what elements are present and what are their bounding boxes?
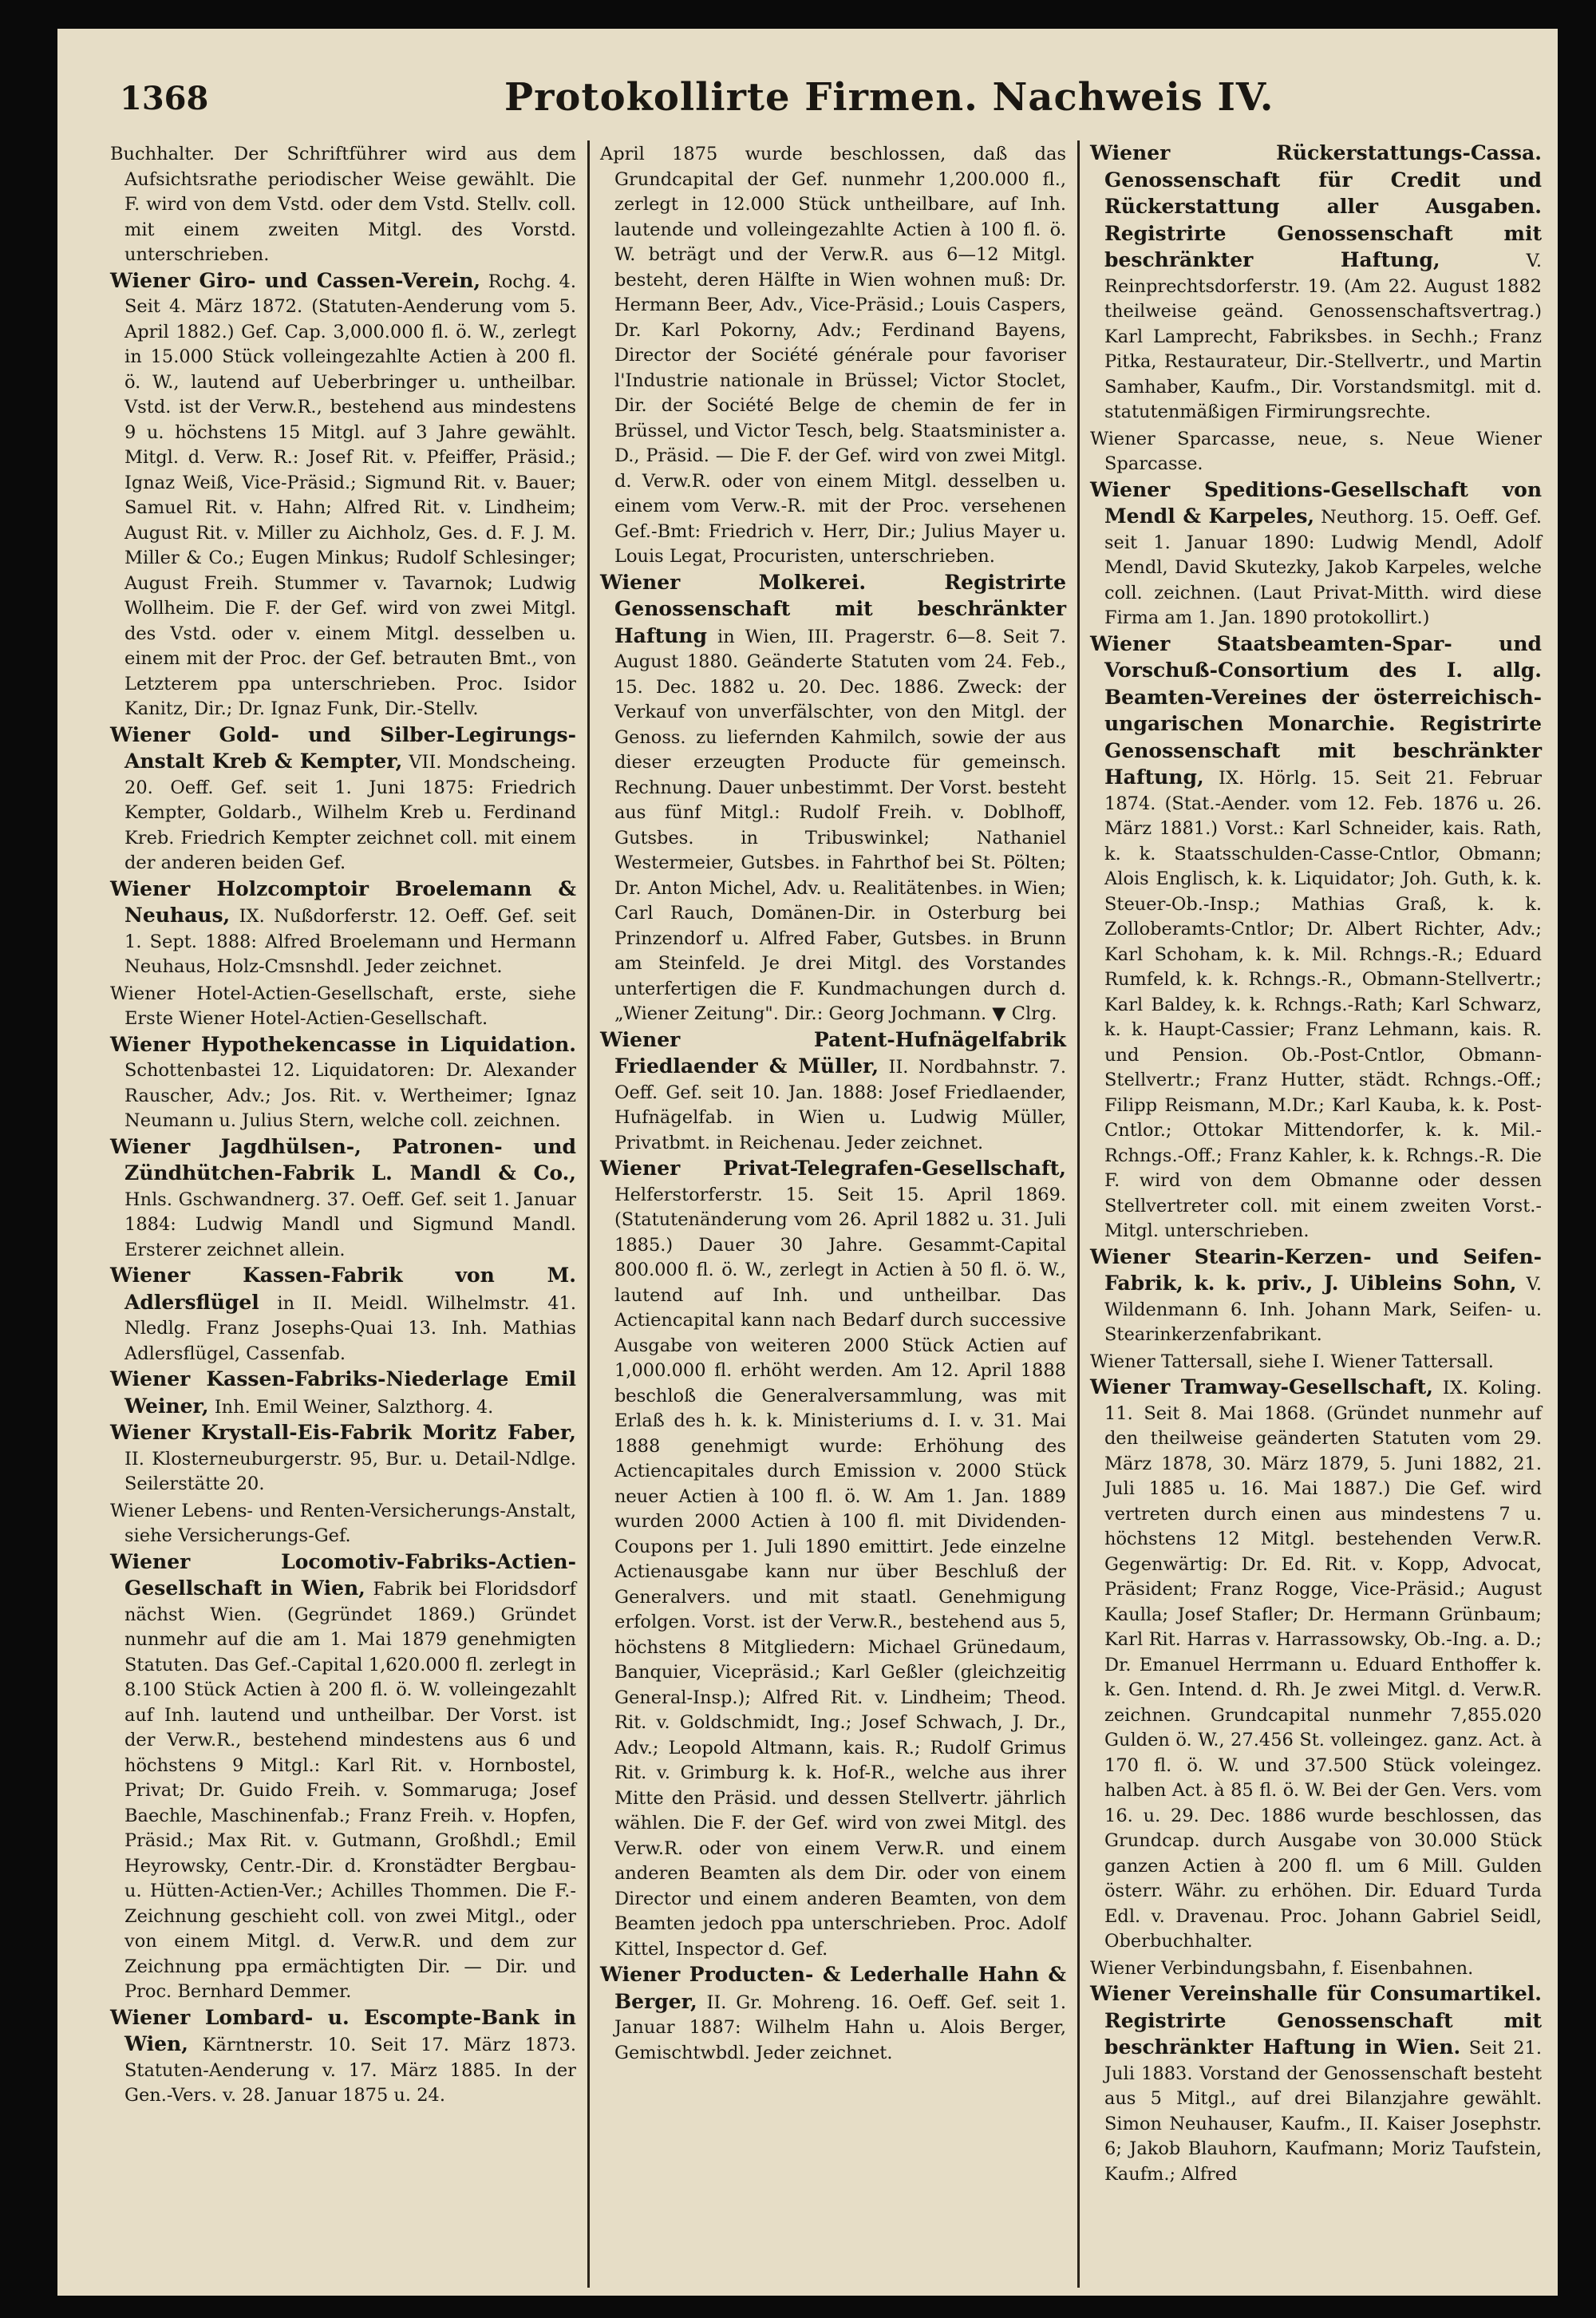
page-number: 1368 — [120, 80, 209, 117]
column-middle — [594, 140, 1073, 2288]
directory-entry: Wiener Staatsbeamten-Spar- und Vorschuß-Consortium des I. allg. Beamten-Vereines der österreichisch-ungarischen Monarchie. Registrirte Genossenschaft mit beschränkter Haftung, IX. Hörlg. 15. Seit 21. Februar 1874. (Stat.-Aender. vom 12. Feb. 1876 u. 26. März 1881.) Vorst.: Karl Schneider, kais. Rath, k. k. Staatsschulden-Casse-Cntlor, Obmann; Alois Englisch, k. k. Liquidator; Joh. Guth, k. k. Steuer-Ob.-Insp.; Mathias Graß, k. k. Zolloberamts-Cntlor; Dr. Albert Richter, Adv.; Karl Schoham, k. k. Mil. Rchngs.-R.; Eduard Rumfeld, k. k. Rchngs.-R., Obmann-Stellvertr.; Karl Baldey, k. k. Rchngs.-Rath; Karl Schwarz, k. k. Haupt-Cassier; Franz Lehmann, kais. R. und Pension. Ob.-Post-Cntlor, Obmann-Stellvertr.; Franz Hutter, städt. Rchngs.-Off.; Filipp Reismann, M.Dr.; Karl Kauba, k. k. Post-Cntlor.; Ottokar Mittendorfer, k. k. Mil.-Rchngs.-Off.; Franz Kahler, k. k. Rchngs.-R. Die F. wird von dem Obmanne oder dessen Stellvertreter coll. mit einem zweiten Vorst.-Mitgl. unterschrieben. — [1090, 631, 1543, 1241]
page-header: Protokollirte Firmen. Nachweis IV. — [504, 75, 1274, 120]
directory-entry: Wiener Hypothekencasse in Liquidation. Schottenbastei 12. Liquidatoren: Dr. Alexander Rauscher, Adv.; Jos. Rit. v. Wertheimer; Ignaz Neumann u. Julius Stern, welche coll. zeichnen. — [110, 1032, 576, 1131]
column-rule — [1077, 140, 1080, 2288]
directory-entry: Wiener Lombard- u. Escompte-Bank in Wien, Kärntnerstr. 10. Seit 17. März 1873. Statuten-Aenderung v. 17. März 1885. In der Gen.-Vers. v. 28. Januar 1875 u. 24. — [110, 2005, 576, 2106]
scan-edge — [1558, 0, 1596, 2318]
column-left — [104, 140, 583, 2288]
directory-entry: April 1875 wurde beschlossen, daß das Grundcapital der Gef. nunmehr 1,200.000 fl., zerlegt in 12.000 Stück untheilbare, auf Inh. lautende und volleingezahlte Actien à 100 fl. ö. W. beträgt und der Verw.R. aus 6—12 Mitgl. besteht, deren Hälfte in Wien wohnen muß: Dr. Hermann Beer, Adv., Vice-Präsid.; Louis Caspers, Dr. Karl Pokorny, Adv.; Ferdinand Bayens, Director der Société générale pour favoriser l'Industrie nationale in Brüssel; Victor Stoclet, Dir. der Société Belge de chemin de fer in Brüssel, und Victor Tesch, belg. Staatsminister a. D., Präsid. — Die F. der Gef. wird von zwei Mitgl. d. Verw.R. oder von einem Mitgl. desselben u. einem vom Verw.-R. mit der Proc. versehenen Gef.-Bmt: Friedrich v. Herr, Dir.; Julius Mayer u. Louis Legat, Procuristen, unterschrieben. — [600, 144, 1066, 567]
directory-entry: Wiener Krystall-Eis-Fabrik Moritz Faber, II. Klosterneuburgerstr. 95, Bur. u. Detail-Ndlge. Seilerstätte 20. — [110, 1421, 576, 1494]
directory-entry: Wiener Locomotiv-Fabriks-Actien-Gesellschaft in Wien, Fabrik bei Floridsdorf nächst Wien. (Gegründet 1869.) Gründet nunmehr auf die am 1. Mai 1879 genehmigten Statuten. Das Gef.-Capital 1,620.000 fl. zerlegt in 8.100 Stück Actien à 200 fl. ö. W. volleingezahlt auf Inh. lautend und untheilbar. Der Vorst. ist der Verw.R., bestehend mindestens aus 6 und höchstens 9 Mitgl.: Karl Rit. v. Hornbostel, Privat; Dr. Guido Freih. v. Sommaruga; Josef Baechle, Maschinenfab.; Franz Freih. v. Hopfen, Präsid.; Max Rit. v. Gutmann, Großhdl.; Emil Heyrowsky, Centr.-Dir. d. Kronstädter Bergbau- u. Hütten-Actien-Ver.; Achilles Thommen. Die F.-Zeichnung geschieht coll. von zwei Mitgl., oder von einem Mitgl. d. Verw.R. und dem zur Zeichnung ppa ermächtigten Dir. — Dir. und Proc. Bernhard Demmer. — [110, 1549, 576, 2002]
directory-entry: Wiener Tattersall, siehe I. Wiener Tattersall. — [1090, 1351, 1494, 1372]
directory-entry: Wiener Holzcomptoir Broelemann & Neuhaus, IX. Nußdorferstr. 12. Oeff. Gef. seit 1. Sept. 1888: Alfred Broelemann und Hermann Neuhaus, Holz-Cmsnshdl. Jeder zeichnet. — [110, 876, 576, 977]
directory-entry: Wiener Giro- und Cassen-Verein, Rochg. 4. Seit 4. März 1872. (Statuten-Aenderung vom 5. April 1882.) Gef. Cap. 3,000.000 fl. ö. W., zerlegt in 15.000 Stück volleingezahlte Actien à 200 fl. ö. W., lautend auf Ueberbringer u. untheilbar. Vstd. ist der Verw.R., bestehend aus mindestens 9 u. höchstens 15 Mitgl. auf 3 Jahre gewählt. Mitgl. d. Verw. R.: Josef Rit. v. Pfeiffer, Präsid.; Ignaz Weiß, Vice-Präsid.; Sigmund Rit. v. Bauer; Samuel Rit. v. Hahn; Alfred Rit. v. Lindheim; August Rit. v. Miller zu Aichholz, Ges. d. F. J. M. Miller & Co.; Eugen Minkus; Rudolf Schlesinger; August Freih. Stummer v. Tavarnok; Ludwig Wollheim. Die F. der Gef. wird von zwei Mitgl. des Vstd. oder v. einem Mitgl. desselben u. einem mit der Proc. der Gef. betrauten Bmt., von Letzterem ppa unterschrieben. Proc. Isidor Kanitz, Dir.; Dr. Ignaz Funk, Dir.-Stellv. — [110, 268, 576, 719]
column-rule — [587, 140, 590, 2288]
directory-entry: Wiener Rückerstattungs-Cassa. Genossenschaft für Credit und Rückerstattung aller Ausgaben. Registrirte Genossenschaft mit beschränkter Haftung, V. Reinprechtsdorferstr. 19. (Am 22. August 1882 theilweise geänd. Genossenschaftsvertrag.) Karl Lamprecht, Fabriksbes. in Sechh.; Franz Pitka, Restaurateur, Dir.-Stellvertr., und Martin Samhaber, Kaufm., Dir. Vorstandsmitgl. mit d. statutenmäßigen Firmirungsrechte. — [1090, 141, 1542, 422]
directory-entry: Wiener Stearin-Kerzen- und Seifen-Fabrik, k. k. priv., J. Uibleins Sohn, V. Wildenmann 6. Inh. Johann Mark, Seifen- u. Stearinkerzenfabrikant. — [1090, 1244, 1542, 1345]
directory-entry: Wiener Privat-Telegrafen-Gesellschaft, Helferstorferstr. 15. Seit 15. April 1869. (Statutenänderung vom 26. April 1882 u. 31. Juli 1885.) Dauer 30 Jahre. Gesammt-Capital 800.000 fl. ö. W., zerlegt in Actien à 50 fl. ö. W., lautend auf Inh. und untheilbar. Das Actiencapital kann nach Bedarf durch successive Ausgabe von weiteren 2000 Stück Actien auf 1,000.000 fl. erhöht werden. Am 12. April 1888 beschloß die Generalversammlung, was mit Erlaß des h. k. k. Ministeriums d. I. v. 31. Mai 1888 genehmigt wurde: Erhöhung des Actiencapitales durch Emission v. 2000 Stück neuer Actien à 100 fl. ö. W. Am 1. Jan. 1889 wurden 2000 Actien à 100 fl. mit Dividenden-Coupons per 1. Juli 1890 emittirt. Jede einzelne Actienausgabe kann nur über Beschluß der Generalvers. und mit staatl. Genehmigung erfolgen. Vorst. ist der Verw.R., bestehend aus 5, höchstens 8 Mitgliedern: Michael Grünedaum, Banquier, Vicepräsid.; Karl Geßler (gleichzeitig General-Insp.); Alfred Rit. v. Lindheim; Theod. Rit. v. Goldschmidt, Ing.; Josef Schwach, J. Dr., Adv.; Leopold Altmann, kais. R.; Rudolf Grimus Rit. v. Grimburg k. k. Hof-R., welche aus ihrer Mitte den Präsid. und dessen Stellvertr. jährlich wählen. Die F. der Gef. wird von zwei Mitgl. des Verw.R. oder von einem Verw.R. und einem anderen Beamten als dem Dir. oder von einem Director und einem anderen Beamten, von dem Beamten jedoch ppa unterschrieben. Proc. Adolf Kittel, Inspector d. Gef. — [600, 1157, 1066, 1960]
directory-entry: Wiener Gold- und Silber-Legirungs-Anstalt Kreb & Kempter, VII. Mondscheing. 20. Oeff. Gef. seit 1. Juni 1875: Friedrich Kempter, Goldarb., Wilhelm Kreb u. Ferdinand Kreb. Friedrich Kempter zeichnet coll. mit einem der anderen beiden Gef. — [110, 722, 577, 873]
directory-entry: Wiener Kassen-Fabriks-Niederlage Emil Weiner, Inh. Emil Weiner, Salzthorg. 4. — [110, 1367, 576, 1418]
directory-entry: Wiener Tramway-Gesellschaft, IX. Koling. 11. Seit 8. Mai 1868. (Gründet nunmehr auf den theilweise geänderten Statuten vom 29. März 1878, 30. März 1879, 5. Juni 1882, 21. Juli 1885 u. 16. Mai 1887.) Die Gef. wird vertreten durch einen aus mindestens 7 u. höchstens 12 Mitgl. bestehenden Verw.R. Gegenwärtig: Dr. Ed. Rit. v. Kopp, Advocat, Präsident; Franz Rogge, Vice-Präsid.; August Kaulla; Josef Stafler; Dr. Hermann Grünbaum; Karl Rit. Harras v. Harrassowsky, Ob.-Ing. a. D.; Dr. Emanuel Herrmann u. Eduard Enthoffer k. k. Gen. Intend. d. Rh. Je zwei Mitgl. d. Verw.R. zeichnen. Grundcapital nunmehr 7,855.020 Gulden ö. W., 27.456 St. volleingez. ganz. Act. à 170 fl. ö. W. und 37.500 Stück voleingez. halben Act. à 85 fl. ö. W. Bei der Gen. Vers. vom 16. u. 29. Dec. 1886 wurde beschlossen, das Grundcap. durch Ausgabe von 30.000 Stück ganzen Actien à 200 fl. um 6 Mill. Gulden österr. Währ. zu erhöhen. Dir. Eduard Turda Edl. v. Dravenau. Proc. Johann Gabriel Seidl, Oberbuchhalter. — [1090, 1375, 1542, 1952]
directory-entry: Wiener Vereinshalle für Consumartikel. Registrirte Genossenschaft mit beschränkter Haftung in Wien. Seit 21. Juli 1883. Vorstand der Genossenschaft besteht aus 5 Mitgl., auf drei Bilanzjahre gewählt. Simon Neuhauser, Kaufm., II. Kaiser Josephstr. 6; Jakob Blauhorn, Kaufmann; Moriz Taufstein, Kaufm.; Alfred — [1090, 1982, 1543, 2185]
directory-entry: Wiener Jagdhülsen-, Patronen- und Zündhütchen-Fabrik L. Mandl & Co., Hnls. Gschwandnerg. 37. Oeff. Gef. seit 1. Januar 1884: Ludwig Mandl und Sigmund Mandl. Ersterer zeichnet allein. — [110, 1134, 576, 1260]
column-right — [1084, 140, 1548, 2288]
directory-entry: Wiener Sparcasse, neue, s. Neue Wiener Sparcasse. — [1090, 428, 1542, 474]
directory-entry: Wiener Patent-Hufnägelfabrik Friedlaender & Müller, II. Nordbahnstr. 7. Oeff. Gef. seit 10. Jan. 1888: Josef Friedlaender, Hufnägelfab. in Wien u. Ludwig Müller, Privatbmt. in Reichenau. Jeder zeichnet. — [600, 1027, 1067, 1153]
directory-entry: Wiener Hotel-Actien-Gesellschaft, erste, siehe Erste Wiener Hotel-Actien-Gesellschaft. — [110, 983, 576, 1029]
directory-entry: Buchhalter. Der Schriftführer wird aus dem Aufsichtsrathe periodischer Weise gewählt. Die F. wird von dem Vstd. oder dem Vstd. Stellv. coll. mit einem zweiten Mitgl. des Vorstd. unterschrieben. — [110, 144, 576, 265]
page — [57, 29, 1558, 2296]
directory-entry: Wiener Producten- & Lederhalle Hahn & Berger, II. Gr. Mohreng. 16. Oeff. Gef. seit 1. Januar 1887: Wilhelm Hahn u. Alois Berger, Gemischtwbdl. Jeder zeichnet. — [600, 1963, 1067, 2063]
directory-entry: Wiener Molkerei. Registrirte Genossenschaft mit beschränkter Haftung in Wien, III. Pragerstr. 6—8. Seit 7. August 1880. Geänderte Statuten vom 24. Feb., 15. Dec. 1882 u. 20. Dec. 1886. Zweck: der Verkauf von unverfälschter, von den Mitgl. der Genoss. zu liefernden Kahmilch, sowie der aus dieser erzeugten Producte für gemeinsch. Rechnung. Dauer unbestimmt. Der Vorst. besteht aus fünf Mitgl.: Rudolf Freih. v. Doblhoff, Gutsbes. in Tribuswinkel; Nathaniel Westermeier, Gutsbes. in Fahrthof bei St. Pölten; Dr. Anton Michel, Adv. u. Realitätenbes. in Wien; Carl Rauch, Domänen-Dir. in Osterburg bei Prinzendorf u. Alfred Faber, Gutsbes. in Brunn am Steinfeld. Je drei Mitgl. des Vorstandes unterfertigen die F. Kundmachungen durch d. „Wiener Zeitung". Dir.: Georg Jochmann. ▼ Clrg. — [600, 570, 1067, 1024]
directory-entry: Wiener Kassen-Fabrik von M. Adlersflügel in II. Meidl. Wilhelmstr. 41. Nledlg. Franz Josephs-Quai 13. Inh. Mathias Adlersflügel, Cassenfab. — [110, 1264, 576, 1364]
directory-entry: Wiener Speditions-Gesellschaft von Mendl & Karpeles, Neuthorg. 15. Oeff. Gef. seit 1. Januar 1890: Ludwig Mendl, Adolf Mendl, David Skutezky, Jakob Karpeles, welche coll. zeichnen. (Laut Privat-Mitth. wird diese Firma am 1. Jan. 1890 protokollirt.) — [1090, 477, 1542, 628]
directory-entry: Wiener Lebens- und Renten-Versicherungs-Anstalt, siehe Versicherungs-Gef. — [110, 1500, 576, 1546]
directory-entry: Wiener Verbindungsbahn, f. Eisenbahnen. — [1090, 1957, 1474, 1979]
